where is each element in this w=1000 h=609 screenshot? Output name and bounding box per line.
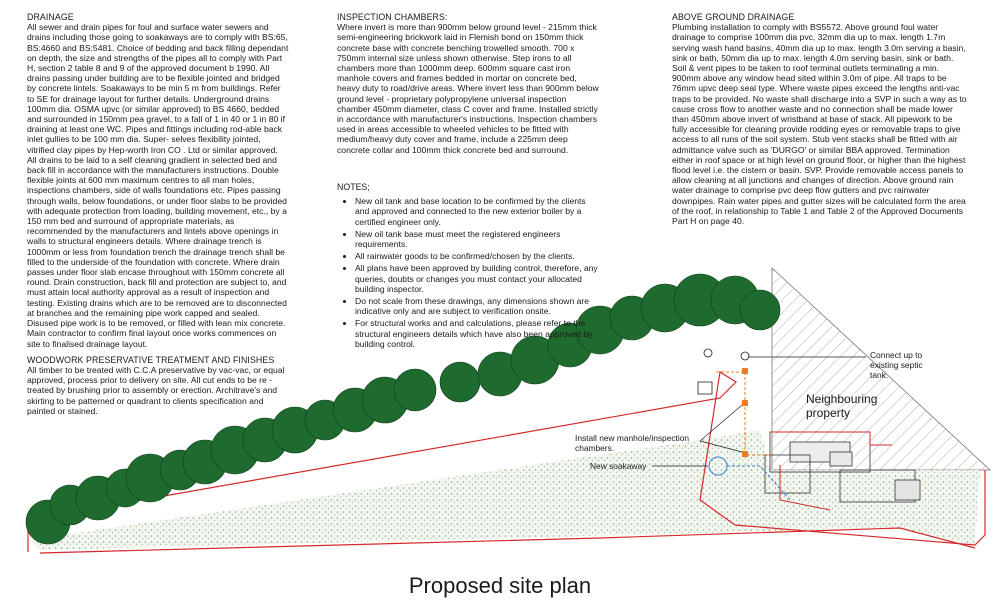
inspection-column bbox=[337, 12, 599, 155]
drawing-caption: Proposed site plan bbox=[408, 573, 592, 598]
note-item: • New oil tank and base location to be confirmed by the clients and approved and connected to the new exterior boiler by a certified engineer only. bbox=[355, 196, 599, 227]
neighbouring-property-label: Neighbouring property bbox=[806, 392, 878, 420]
note-item: • For structural works and and calculations, please refer to the structural engineers details which have also been approved by building control. bbox=[355, 318, 599, 349]
notes-title: NOTES; bbox=[337, 182, 370, 192]
manhole-label: Install new manhole/inspection chambers. bbox=[575, 433, 690, 453]
notes-list bbox=[337, 196, 599, 349]
above-ground-column bbox=[672, 12, 968, 226]
note-item: • Do not scale from these drawings, any dimensions shown are indicative only and are subject to verification onsite. bbox=[355, 296, 599, 316]
woodwork-body: All timber to be treated with C.C.A preservative by vac-vac, or equal approved, process prior to delivery on site. All cut ends to be re - treated by brushing prior to assembly or erection. Architrave's and skirting to be patterned or quadrant to clients specification and painted or stained. bbox=[27, 364, 285, 416]
soakaway-label: New soakaway bbox=[590, 461, 647, 471]
notes-section bbox=[337, 182, 599, 351]
note-item: • New oil tank base must meet the registered engineers requirements. bbox=[355, 229, 599, 249]
note-item: • All rainwater goods to be confirmed/chosen by the clients. bbox=[355, 251, 599, 261]
inspection-title: INSPECTION CHAMBERS: bbox=[337, 12, 448, 22]
woodwork-title: WOODWORK PRESERVATIVE TREATMENT AND FINISHES bbox=[27, 354, 275, 365]
septic-tank-label: Connect up to existing septic tank. bbox=[870, 350, 923, 380]
drainage-body: All sewer and drain pipes for foul and surface water sewers and drains including those going to soakaways are to comply with BS:65, BS:4660 and BS:5481. Choice of bedding and back filling dependant on depth, the size and strengths of the pipes all to comply with Part H, section 2 table 8 and 9 of the approved document b 1990. All drains passing under building are to be flexible jointed and bridged by concrete lintels. Soakaways to be min 5 m from buildings. Refer to SE for drainage layout for further details. Underground drains 100mm dia. OSMA upvc (or similar approved) to BS 4660, bedded and surrounded in 150mm pea gravel, to a fall of 1 in 40 or 1 in 80 if draining at least one WC. Pipes and fittings including rod-able back inlet gullies to be 100 mm dia. Super- selves flexibility jointed, vitrified clay pipes by Hep-worth Iron CO . Ltd or similar approved. All drains to be laid to a self cleaning gradient in selected bed and back fill in accordance with the manufacturers instructions. Double flexible joints at 600 mm maximum centres to all man holes, inspections chambers, side of walls foundations etc. Pipes passing through walls, below foundations, or under floor slabs to be provided with adequate protection from loading, building movement, etc., by a 150 mm bed and surround of appropriate materials, as recommended by the manufacturers and lintels above openings in walls to structural engineers details. Where drainage trench is 1000mm or less from foundation trench the drainage trench shall be filled to the underside of the foundation with concrete. Where drain passes under floor slab encase throughout with 150mm concrete all round. Drain construction, back fill and protection are subject to, and must attain local authority approval as a result of inspection and testing. Existing drains which are to be removed are to disconnected at branches and the remaining pipe work capped and sealed. Disused pipe work is to be removed, or filled with lean mix concrete. Main contractor to confirm final layout once works commences on site to finalised drainage layout. bbox=[27, 22, 289, 349]
drainage-column bbox=[27, 12, 289, 416]
above-ground-title: ABOVE GROUND DRAINAGE bbox=[672, 12, 795, 22]
above-ground-body: Plumbing installation to comply with BS5572. Above ground foul water drainage to comprise 100mm dia pvc, 32mm dia up to max. length 1.7m serving wash hand basins, 40mm dia up to max. length 3.0m serving a basin, sink or bath, 50mm dia up to max. length 4.0m serving basin, sink or bath. Soil & vent pipes to be taken to roof terminal outlets terminating a min. 900mm above any window head sited within 3.0m of pipe. All traps to be 76mm upvc deep seal type. Where waste pipes exceed the lengths anti-vac traps to be provided. No waste shall discharge into a SVP in such a way as to cause cross flow to another waste and no connection shall be made lower than 450mm above invert of wristband at base of stack. All pipework to be fully accessible for cleaning provide rodding eyes or removable traps to give access to all runs of the soil system. Stub vent stacks shall be fitted with air admittance valve such as 'DURGO' or similar BBA approved. Termination either in roof space or at high level on ground floor, or higher than the highest flood level i.e. the cistern or basin. SVP. Provide removable access panels to allow cleaning at all junctions and changes of direction. Above ground rain water drainage to comprise pvc deep flow gutters and pvc rainwater downpipes. Rain water pipes and gutter sizes will be calculated form the area of the roof, in relationship to Table 1 and Table 2 of the Approved Documents Part H on page 40. bbox=[672, 22, 967, 227]
inspection-body: Where invert is more than 900mm below ground level - 215mm thick semi-engineering brickwork laid in Flemish bond on 150mm thick concrete base with concrete benching trowelled smooth. 700 x 750mm internal size unless shown otherwise. Step irons to all chambers more than 1000mm deep. 600mm square cast iron manhole covers and frames bedded in mortar on concrete bed, heavy duty to road/drive areas. Where invert less than 900mm below ground level - proprietary polypropylene universal inspection chamber 450mm diameter, class C cover and frame. Installed strictly in accordance with manufacturer's instructions. Inspection chambers used in areas accessible to wheeled vehicles to be fitted with medium/heavy duty cover and frame, include a 225mm deep concrete collar and 100mm thick concrete bed and surround. bbox=[337, 22, 599, 155]
note-item: • All plans have been approved by building control, therefore, any queries, doubts or changes you must contact your allocated building inspector. bbox=[355, 263, 599, 294]
drainage-title: DRAINAGE bbox=[27, 12, 74, 22]
